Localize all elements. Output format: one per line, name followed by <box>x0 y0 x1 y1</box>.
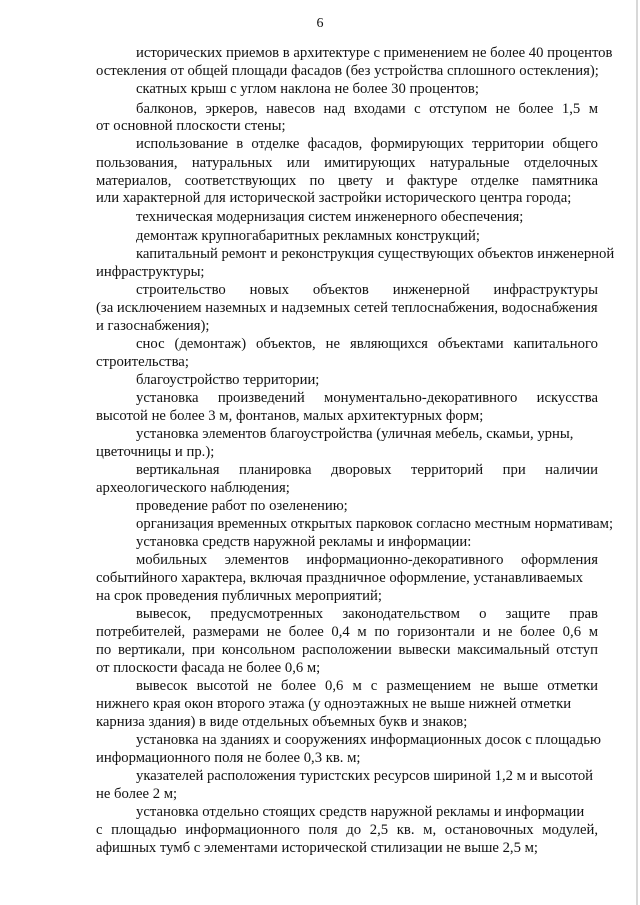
text-line: снос (демонтаж) объектов, не являющихся объектами капитального <box>136 336 598 352</box>
text-line: демонтаж крупногабаритных рекламных конструкций; <box>136 228 480 244</box>
text-line: пользования, натуральных или имитирующих натуральные отделочных <box>96 155 598 171</box>
text-line: информационного поля не более 0,3 кв. м; <box>96 750 361 766</box>
page-number: 6 <box>316 16 324 31</box>
text-line: скатных крыш с углом наклона не более 30 процентов; <box>136 81 479 97</box>
text-line: событийного характера, включая праздничное оформление, устанавливаемых <box>96 570 584 586</box>
text-line: на срок проведения публичных мероприятий; <box>96 588 382 604</box>
text-line: установка элементов благоустройства (уличная мебель, скамьи, урны, <box>136 426 574 442</box>
text-line: по вертикали, при консольном расположении вывески максимальный отступ <box>96 642 598 658</box>
text-line: (за исключением наземных и надземных сетей теплоснабжения, водоснабжения <box>96 300 598 316</box>
text-line: строительства; <box>96 354 189 370</box>
text-line: вывесок, предусмотренных законодательством о защите прав <box>136 606 598 622</box>
text-line: или характерной для исторической застройки исторического центра города; <box>96 190 572 206</box>
text-line: благоустройство территории; <box>136 372 320 388</box>
text-line: техническая модернизация систем инженерного обеспечения; <box>136 209 524 225</box>
text-line: не более 2 м; <box>96 786 178 802</box>
text-line: проведение работ по озеленению; <box>136 498 348 514</box>
text-line: использование в отделке фасадов, формирующих территории общего <box>136 136 598 152</box>
text-line: установка средств наружной рекламы и информации: <box>136 534 472 550</box>
text-line: нижнего края окон второго этажа (у одноэтажных не выше нижней отметки <box>96 696 572 712</box>
text-line: высотой не более 3 м, фонтанов, малых архитектурных форм; <box>96 408 484 424</box>
text-line: от основной плоскости стены; <box>96 118 286 134</box>
text-line: карниза здания) в виде отдельных объемных букв и знаков; <box>96 714 468 730</box>
text-line: инфраструктуры; <box>96 264 205 280</box>
text-line: вертикальная планировка дворовых территорий при наличии <box>136 462 598 478</box>
text-line: остекления от общей площади фасадов (без устройства сплошного остекления); <box>96 63 599 79</box>
text-line: мобильных элементов информационно-декоративного оформления <box>136 552 598 568</box>
text-line: археологического наблюдения; <box>96 480 290 496</box>
text-line: установка отдельно стоящих средств наружной рекламы и информации <box>136 804 585 820</box>
text-line: строительство новых объектов инженерной инфраструктуры <box>136 282 598 298</box>
text-line: установка произведений монументально-декоративного искусства <box>136 390 598 406</box>
text-line: от плоскости фасада не более 0,6 м; <box>96 660 321 676</box>
text-line: балконов, эркеров, навесов над входами с отступом не более 1,5 м <box>136 101 598 117</box>
text-line: исторических приемов в архитектуре с применением не более 40 процентов <box>136 45 613 61</box>
text-line: указателей расположения туристских ресурсов шириной 1,2 м и высотой <box>136 768 594 784</box>
text-line: капитальный ремонт и реконструкция существующих объектов инженерной <box>136 246 615 262</box>
text-line: афишных тумб с элементами исторической стилизации не выше 2,5 м; <box>96 840 538 856</box>
text-line: и газоснабжения); <box>96 318 210 334</box>
text-line: вывесок высотой не более 0,6 м с размещением не выше отметки <box>136 678 598 694</box>
text-line: цветочницы и пр.); <box>96 444 215 460</box>
text-line: с площадью информационного поля до 2,5 кв. м, остановочных модулей, <box>96 822 598 838</box>
text-line: установка на зданиях и сооружениях информационных досок с площадью <box>136 732 601 748</box>
scan-edge-line <box>636 0 638 905</box>
text-line: материалов, соответствующих по цвету и фактуре отделке памятника <box>96 173 598 189</box>
text-line: потребителей, размерами не более 0,4 м по горизонтали и не более 0,6 м <box>96 624 598 640</box>
text-line: организация временных открытых парковок согласно местным нормативам; <box>136 516 614 532</box>
